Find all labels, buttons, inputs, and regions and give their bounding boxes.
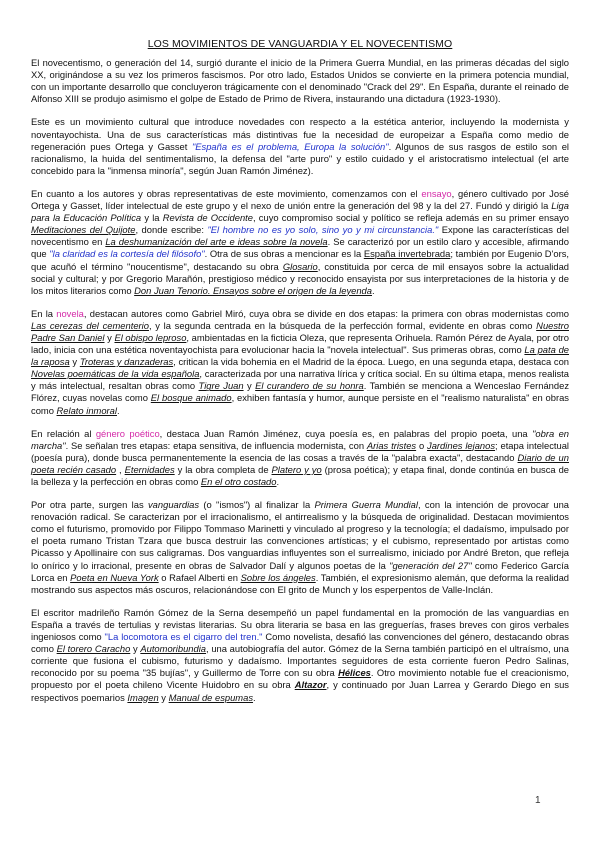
text-run: (o "ismos") al finalizar la [199,499,315,511]
text-run: . Otra de sus obras a mencionar es la [204,248,364,260]
work-title: Meditaciones del Quijote [31,224,136,236]
genre-keyword: vanguardias [147,499,200,511]
text-run: En la [31,307,57,319]
text-run: Como novelista, desafió las convenciones del género, destacando obras como [31,631,569,655]
work-title: El curandero de su honra [255,380,364,392]
text-run: . Otro movimiento notable fue el creacionismo, propuesto por el poeta chileno Vicente Huidobro en su obra [31,667,569,691]
page-number: 1 [535,795,541,806]
text-run: ; también por Eugenio D'ors, que acuñó el término "noucentisme", destacando su obra [31,248,569,272]
work-title: Automoribundia [140,643,207,655]
work-title: La pata de la raposa [31,344,569,368]
work-title: En el otro costado [200,476,277,487]
genre-keyword: ensayo [421,187,452,199]
text-run: Expone las características del novecentismo en [31,224,569,248]
work-title: Poeta en Nueva York [70,571,159,583]
genre-keyword: novela [56,307,84,319]
genre-keyword: género poético [95,427,160,439]
text-run: . [372,284,375,296]
work-title: Jardines lejanos [427,439,496,451]
text-run: o Rafael Alberti en [158,571,241,583]
work-title: Tigre Juan [198,380,244,392]
text-run: , destacan autores como Gabriel Miró, cuya obra se divide en dos etapas: la primera con obras modernistas como [83,307,569,319]
text-run: . Se señalan tres etapas: etapa sensitiva, de influencia modernista, con [65,439,367,451]
text-run: . Algunos de sus rasgos de estilo son el racionalismo, la huida del sentimentalismo, la defensa del "arte puro" y estilo cuidado y el aristocratismo intelectual (el arte concebido para la "inmensa minoría", según Juan Ramón Jiménez). [31,140,569,176]
text-run: o [416,439,428,451]
text-run: , y la segunda centrada en la búsqueda de la perfección formal, evidente en obras como [148,319,537,331]
text-run: El escritor madrileño Ramón Gómez de la Serna desempeñó un papel fundamental en la promoción de las vanguardias en España a través de tertulias y revistas literarias. Su obra literaria se basa en las greguerías, frases breves con giros verbales ingeniosos como [31,606,569,643]
text-run: El novecentismo, o generación del 14, surgió durante el inicio de la Primera Guerra Mundial, en las primeras décadas del siglo XX, originándose a su vez los primeros fascismos. Por otro lado, Estados Unidos se convierte en la primera potencia mundial, con un importante desarrollo que concluyeron trágicamente con el denominado "Crack del 29". En España, durante el reinado de Alfonso XIII se produjo asimismo el golpe de Estado de Primo de Rivera, instaurando una dictadura (1923-1930). [31,57,569,105]
text-run: En cuanto a los autores y obras representativas de este movimiento, comenzamos con el [31,187,422,199]
document-title: LOS MOVIMIENTOS DE VANGUARDIA Y EL NOVECENTISMO [147,38,453,50]
paragraph-novel [31,308,569,417]
text-run: y la obra completa de [174,463,272,475]
quote: "obra en marcha" [31,427,569,451]
text-run: , cuyo compromiso social y político se refleja además en su primer ensayo [253,212,569,224]
text-run: . [276,476,280,487]
work-title: Liga para la Educación Política [31,200,569,224]
text-run: y [104,331,115,343]
paragraph-characteristics [31,116,569,176]
work-title: Eternidades [124,463,175,475]
work-title: El obispo leproso [114,331,187,343]
text-run: Por otra parte, surgen las [31,499,148,511]
work-title: Diario de un poeta recién casado [31,451,569,475]
work-title: Don Juan Tenorio. Ensayos sobre el origen de la leyenda [134,284,372,296]
work-title: Nuestro Padre San Daniel [31,319,569,343]
text-run: como Federico García Lorca en [31,559,569,583]
text-run: . También, el expresionismo alemán, que deforma la realidad mostrando sus aspectos más oscuros, relacionándose con El grito de Munch y los esperpentos de Valle-Inclán. [31,571,570,595]
text-run: En relación al [31,427,96,439]
text-run: ; etapa intelectual (poesía pura), donde busca permanentemente la esencia de las cosas a través de la "palabra exacta", destacando [31,439,570,463]
text-run: , con la intención de provocar una renovación radical. Se caracterizan por el irracionalismo, el antirrealismo y la búsqueda de originalidad. Destacan movimientos como el futurismo, promovido por Filippo Tommaso Marinetti y vinculado al progreso y la tecnología; el dadaísmo, impulsado por el poeta rumano Tristan Tzara que busca destruir las convenciones artísticas; y el cubismo, representado por artistas como Picasso y Apollinaire con sus caligramas. Dos vanguardias influyentes son el surrealismo, iniciado por André Breton, que refleja lo onírico y lo irracional, presente en obras de Salvador Dalí y algunos poetas de la [31,499,570,571]
paragraph-context [31,57,569,105]
paragraph-vanguards [31,499,569,596]
work-title: Glosario [282,260,318,272]
work-title: Primera Guerra Mundial [314,499,418,511]
work-title: El bosque animado [150,392,232,404]
work-title: Imagen [127,691,159,703]
work-title: Las cerezas del cementerio [31,319,149,331]
text-run: y [243,380,256,392]
text-run: , [116,463,125,475]
work-title: Novelas poemáticas de la vida española [31,368,200,380]
work-title: Arias tristes [366,439,417,451]
text-run: y la [141,212,163,224]
quote: "La locomotora es el cigarro del tren." [104,631,263,643]
work-title: Sobre los ángeles [240,571,316,583]
text-run: , critican la vida bohemia en el Madrid de la época. Luego, en una segunda etapa, destaca con [173,356,569,368]
text-run: . Se caracterizó por un estilo claro y accesible, afirmando que [31,236,569,260]
text-run: , ambientadas en la ficticia Oleza, que representa Orihuela. Ramón Pérez de Ayala, por otro lado, inicia con una estética noventayochista para evolucionar hacia la "novela intelectual". Sus primeras obras, como [31,331,569,356]
quote: "España es el problema, Europa la solución" [191,140,389,152]
work-title: Manual de espumas [168,691,254,703]
text-run: (prosa poética); y etapa final, donde continúa en busca de la belleza y la perfección en obras como [31,463,569,487]
text-run: y [69,356,80,368]
text-run: y [158,691,169,703]
work-title: Altazor [294,679,327,691]
text-run: , exhiben fantasía y humor, aunque persiste en el "realismo naturalista" en obras como [31,392,569,416]
paragraph-essay [31,188,569,297]
text-run: , y continuado por Juan Larrea y Gerardo Diego en sus respectivos poemarios [31,679,569,703]
text-run: Este es un movimiento cultural que introduce novedades con respecto a la estética anterior, incluyendo la modernista y noventayochista. Una de sus características más distintivas fue la necesidad de europeizar a España como medio de regeneración pues Ortega y Gasset [31,116,569,152]
quote: "la claridad es la cortesía del filósofo" [49,248,205,260]
text-run: , constituida por cerca de mil ensayos sobre la actualidad social y cultural; y por Gregorio Marañón, prestigioso médico y reconocido ensayista por sus interpretaciones de la historia y de los mitos literarios como [31,260,570,296]
quote: "generación del 27" [389,559,472,571]
work-title: La deshumanización del arte e ideas sobre la novela [105,236,328,248]
document-page [31,38,569,715]
paragraph-poetry [31,428,569,488]
work-title: El torero Caracho [56,643,131,655]
paragraph-gomez-de-la-serna [31,607,569,704]
text-run: . También se menciona a Wenceslao Fernández Flórez, cuyas novelas como [31,380,570,404]
work-title: Revista de Occidente [162,212,253,224]
text-run: . [116,404,120,416]
work-title: Relato inmoral [56,404,117,416]
text-run: , género cultivado por José Ortega y Gasset, líder intelectual de este grupo y el nexo de unión entre la generación del 98 y la del 27. Fundó y dirigió la [31,187,569,212]
text-run: y [130,643,141,655]
work-title: Troteras y danzaderas [79,356,174,368]
text-run: , destaca Juan Ramón Jiménez, cuya poesía es, en palabras del propio poeta, una [159,427,533,439]
text-run: , donde escribe: [135,224,208,236]
text-run: , una autobiografía del autor. Gómez de la Serna también participó en el ultraísmo, una corriente que fusiona el cubismo, futurismo y dadaísmo. Importantes seguidores de esta corriente fueron Pedro Salinas, reconocido por su poema "35 bujías", y Guillermo de Torre con su obra [31,643,569,679]
work-title: España invertebrada [363,248,451,260]
text-run: , caracterizada por una narrativa lírica y crítica social. En su última etapa, menos realista y más intelectual, resaltan obras como [31,368,569,392]
text-run: . [253,691,256,703]
quote: "El hombre no es yo solo, sino yo y mi circunstancia." [207,224,439,236]
work-title: Platero y yo [271,463,322,475]
work-title: Hélices [338,667,371,679]
